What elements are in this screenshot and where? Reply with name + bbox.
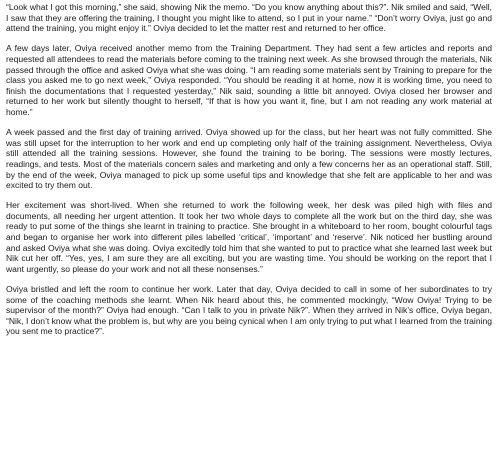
paragraph-2: A few days later, Oviya received another memo from the Training Department. They had sent a few articles and reports and requested all attendees to read the materials before coming to the training next week. As she browsed through the materials, Nik passed through the office and asked Oviya what she was doing. “I am reading some materials sent by Training to prepare for the class you asked me to go next week,” Oviya responded. “You should be reading it at home, now it is working time, you need to finish the documentations that I requested yesterday,” Nik said, sounding a little bit annoyed. Oviya closed her browser and returned to her work but silently thought to herself, “If that is how you want it, fine, but I am not reading any work material at home.” <box>6 43 492 117</box>
paragraph-5: Oviya bristled and left the room to continue her work. Later that day, Oviya decided to call in some of her subordinates to try some of the coaching methods she learnt. When Nik heard about this, he commented mockingly, “Wow Oviya! Trying to be supervisor of the month?” Oviya had enough. “Can I talk to you in private Nik?”. When they arrived in Nik’s office, Oviya began, “Nik, I don’t know what the problem is, but why are you being cynical when I am only trying to put what I learned from the training you sent me to practice?”. <box>6 284 492 337</box>
paragraph-4: Her excitement was short-lived. When she returned to work the following week, her desk was piled high with files and documents, all needing her urgent attention. It took her two whole days to complete all the work but on the third day, she was ready to put some of the things she learnt in training to practice. She brought in a whiteboard to her room, bought colourful tags and began to organise her work into different piles labelled ‘critical’, ‘important’ and ‘reserve’. Nik noticed her bustling around and asked Oviya what she was doing. Oviya excitedly told him that she wanted to put to practice what she learned last week but Nik cut her off. “Yes, yes, I am sure they are all exciting, but you are wasting time. You should be working on the report that I want urgently, so please do your work and not all these nonsenses.” <box>6 200 492 274</box>
document-page <box>6 2 492 347</box>
paragraph-1: “Look what I got this morning,” she said, showing Nik the memo. “Do you know anything about this?”. Nik smiled and said, “Well, I saw that they are offering the training, I thought you might like to attend, so I put in your name.” “Don’t worry Oviya, just go and attend the training, you might enjoy it.” Oviya decided to let the matter rest and returned to her office. <box>6 2 492 34</box>
paragraph-3: A week passed and the first day of training arrived. Oviya showed up for the class, but her heart was not fully committed. She was still upset for the interruption to her work and end up completing only half of the training assignment. Nevertheless, Oviya still attended all the training sessions. However, she found the training to be boring. The sessions were mostly lectures, readings, and tests. Most of the materials concern sales and marketing and only a few concerns her as an operational staff. Still, by the end of the week, Oviya managed to pick up some useful tips and knowledge that she felt are applicable to her and was excited to try them out. <box>6 127 492 191</box>
